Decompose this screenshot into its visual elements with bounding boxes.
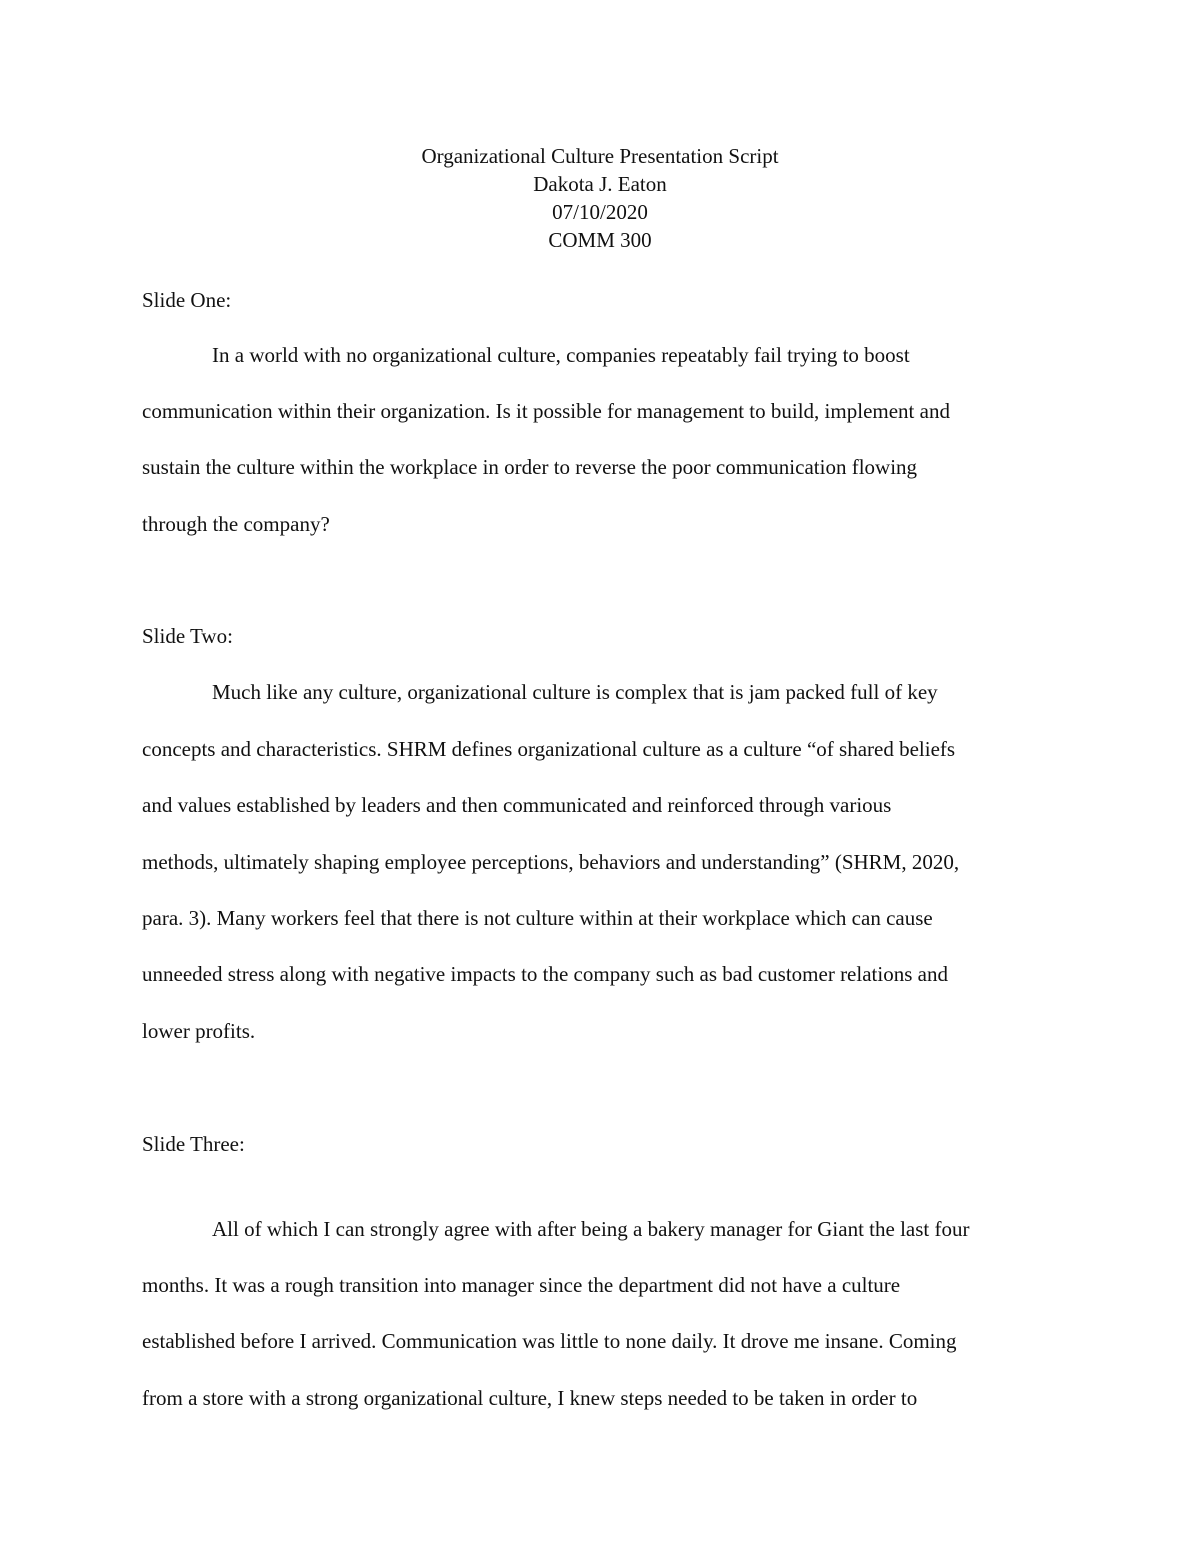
paragraph-line: through the company? xyxy=(142,512,330,536)
paragraph-line: communication within their organization. Is it possible for management to build, implement and xyxy=(142,399,950,423)
paragraph-line: Much like any culture, organizational culture is complex that is jam packed full of key xyxy=(212,680,938,704)
paragraph-line: In a world with no organizational culture, companies repeatably fail trying to boost xyxy=(212,343,910,367)
paragraph-line: established before I arrived. Communication was little to none daily. It drove me insane. Coming xyxy=(142,1329,957,1353)
document-title: Organizational Culture Presentation Script xyxy=(421,144,779,168)
section-heading: Slide Three: xyxy=(142,1132,245,1156)
section-heading: Slide Two: xyxy=(142,624,233,648)
author-name: Dakota J. Eaton xyxy=(533,172,667,196)
paragraph-line: concepts and characteristics. SHRM defines organizational culture as a culture “of shared beliefs xyxy=(142,737,956,761)
paragraph-line: para. 3). Many workers feel that there is not culture within at their workplace which can cause xyxy=(142,906,933,930)
course-code: COMM 300 xyxy=(548,228,652,252)
paragraph-line: sustain the culture within the workplace in order to reverse the poor communication flowing xyxy=(142,455,918,479)
paragraph-line: lower profits. xyxy=(142,1019,256,1043)
title-block xyxy=(0,142,1200,254)
section-heading: Slide One: xyxy=(142,288,232,312)
paragraph-line: All of which I can strongly agree with after being a bakery manager for Giant the last four xyxy=(212,1217,970,1241)
document-date: 07/10/2020 xyxy=(552,200,648,224)
paragraph-line: from a store with a strong organizational culture, I knew steps needed to be taken in order to xyxy=(142,1386,918,1410)
paragraph-line: unneeded stress along with negative impacts to the company such as bad customer relations and xyxy=(142,962,948,986)
paragraph-line: methods, ultimately shaping employee perceptions, behaviors and understanding” (SHRM, 2020, xyxy=(142,850,960,874)
paragraph-line: and values established by leaders and then communicated and reinforced through various xyxy=(142,793,892,817)
paragraph-line: months. It was a rough transition into manager since the department did not have a culture xyxy=(142,1273,901,1297)
